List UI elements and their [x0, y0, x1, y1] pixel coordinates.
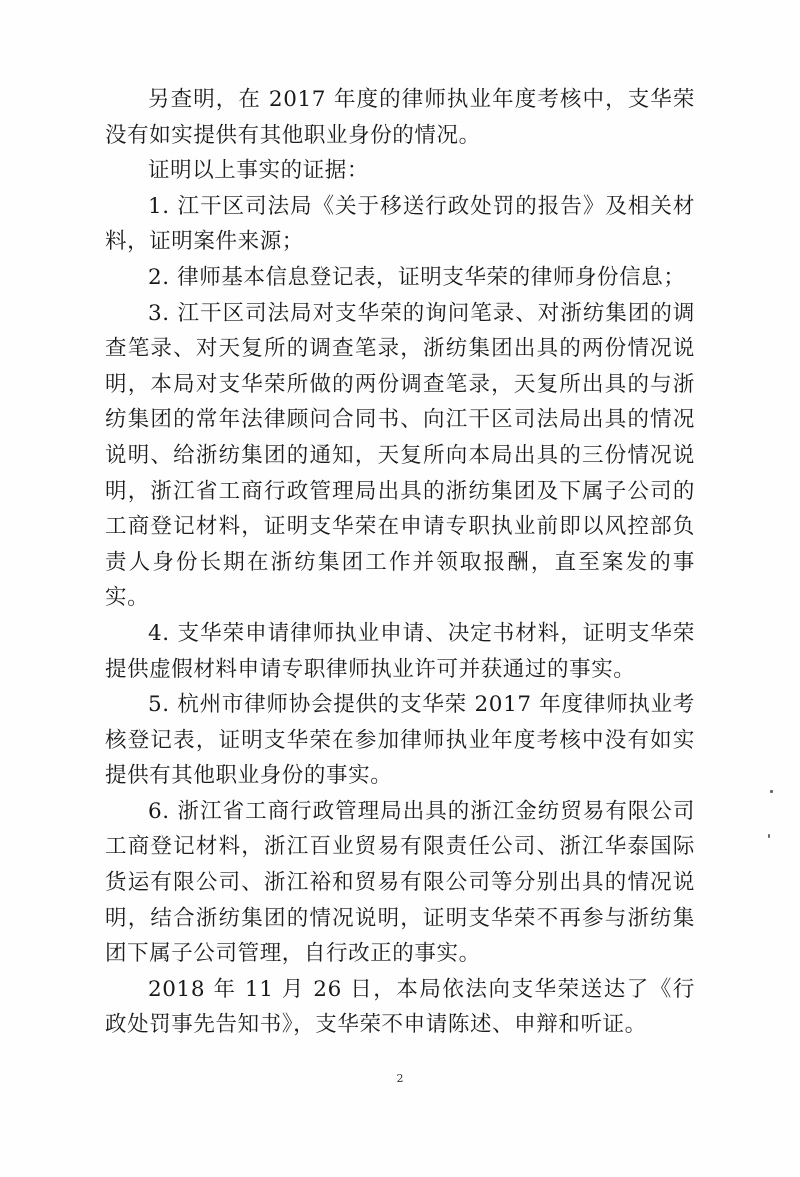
paragraph-evidence-3: 3. 江干区司法局对支华荣的询问笔录、对浙纺集团的调查笔录、对天复所的调查笔录，浙纺集团出具的两份情况说明，本局对支华荣所做的两份调查笔录，天复所出具的与浙纺集团的常年法律顾问合同书、向江干区司法局出具的情况说明、给浙纺集团的通知，天复所向本局出具的三份情况说明，浙江省工商行政管理局出具的浙纺集团及下属子公司的工商登记材料，证明支华荣在申请专职执业前即以风控部负责人身份长期在浙纺集团工作并领取报酬，直至案发的事实。: [105, 300, 695, 611]
paragraph-evidence-1: 1. 江干区司法局《关于移送行政处罚的报告》及相关材料，证明案件来源；: [105, 193, 695, 255]
document-body: [105, 82, 695, 1043]
paragraph-additional-finding: 另查明，在 2017 年度的律师执业年度考核中，支华荣没有如实提供有其他职业身份的情况。: [105, 87, 695, 148]
paragraph-evidence-4: 4. 支华荣申请律师执业申请、决定书材料，证明支华荣提供虚假材料申请专职律师执业许可并获通过的事实。: [105, 620, 695, 682]
paragraph-notice-served: 2018 年 11 月 26 日，本局依法向支华荣送达了《行政处罚事先告知书》，支华荣不申请陈述、申辩和听证。: [105, 976, 695, 1038]
paragraph-evidence-5: 5. 杭州市律师协会提供的支华荣 2017 年度律师执业考核登记表，证明支华荣在参加律师执业年度考核中没有如实提供有其他职业身份的事实。: [105, 692, 695, 789]
paragraph-evidence-6: 6. 浙江省工商行政管理局出具的浙江金纺贸易有限公司工商登记材料，浙江百业贸易有限责任公司、浙江华泰国际货运有限公司、浙江裕和贸易有限公司等分别出具的情况说明，结合浙纺集团的情况说明，证明支华荣不再参与浙纺集团下属子公司管理，自行改正的事实。: [105, 798, 695, 967]
paragraph-evidence-heading: 证明以上事实的证据：: [148, 158, 370, 184]
scan-speck: [770, 790, 773, 793]
page-number: 2: [396, 1072, 404, 1085]
paragraph-evidence-2: 2. 律师基本信息登记表，证明支华荣的律师身份信息；: [148, 264, 686, 290]
scan-speck: [768, 834, 770, 838]
